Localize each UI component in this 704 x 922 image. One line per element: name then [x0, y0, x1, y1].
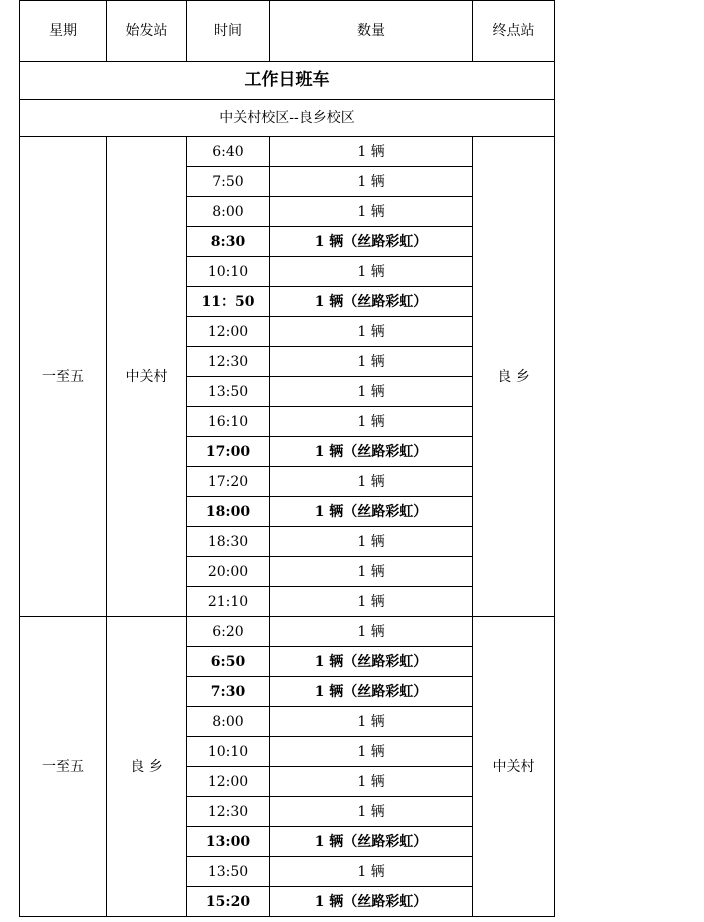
- time-cell: 6:40: [187, 137, 270, 167]
- quantity-cell: 1 辆: [270, 707, 473, 737]
- header-row: [20, 1, 555, 62]
- time-cell: 10:10: [187, 257, 270, 287]
- quantity-cell: 1 辆: [270, 857, 473, 887]
- time-cell: 18:00: [187, 497, 270, 527]
- quantity-cell: 1 辆（丝路彩虹）: [270, 497, 473, 527]
- quantity-cell: 1 辆（丝路彩虹）: [270, 827, 473, 857]
- time-cell: 17:20: [187, 467, 270, 497]
- origin-cell: 良 乡: [107, 617, 187, 917]
- quantity-cell: 1 辆（丝路彩虹）: [270, 677, 473, 707]
- quantity-cell: 1 辆: [270, 317, 473, 347]
- table-row: [20, 617, 555, 647]
- quantity-cell: 1 辆（丝路彩虹）: [270, 647, 473, 677]
- quantity-cell: 1 辆: [270, 197, 473, 227]
- header-time: 时间: [187, 1, 270, 62]
- quantity-cell: 1 辆: [270, 557, 473, 587]
- time-cell: 12:00: [187, 317, 270, 347]
- route-label: 中关村校区--良乡校区: [20, 100, 555, 137]
- quantity-cell: 1 辆: [270, 587, 473, 617]
- time-cell: 12:00: [187, 767, 270, 797]
- time-cell: 12:30: [187, 797, 270, 827]
- time-cell: 13:50: [187, 857, 270, 887]
- time-cell: 8:30: [187, 227, 270, 257]
- time-cell: 12:30: [187, 347, 270, 377]
- quantity-cell: 1 辆: [270, 467, 473, 497]
- header-origin: 始发站: [107, 1, 187, 62]
- origin-cell: 中关村: [107, 137, 187, 617]
- time-cell: 10:10: [187, 737, 270, 767]
- table-row: [20, 137, 555, 167]
- route-row: [20, 100, 555, 137]
- time-cell: 15:20: [187, 887, 270, 917]
- quantity-cell: 1 辆: [270, 767, 473, 797]
- time-cell: 6:20: [187, 617, 270, 647]
- time-cell: 6:50: [187, 647, 270, 677]
- quantity-cell: 1 辆: [270, 617, 473, 647]
- time-cell: 13:00: [187, 827, 270, 857]
- time-cell: 7:30: [187, 677, 270, 707]
- section-title-row: [20, 62, 555, 100]
- destination-cell: 中关村: [473, 617, 555, 917]
- time-cell: 8:00: [187, 197, 270, 227]
- quantity-cell: 1 辆（丝路彩虹）: [270, 287, 473, 317]
- quantity-cell: 1 辆: [270, 737, 473, 767]
- quantity-cell: 1 辆: [270, 527, 473, 557]
- time-cell: 18:30: [187, 527, 270, 557]
- weekday-cell: 一至五: [20, 617, 107, 917]
- header-quantity: 数量: [270, 1, 473, 62]
- quantity-cell: 1 辆（丝路彩虹）: [270, 227, 473, 257]
- quantity-cell: 1 辆: [270, 407, 473, 437]
- weekday-cell: 一至五: [20, 137, 107, 617]
- time-cell: 17:00: [187, 437, 270, 467]
- time-cell: 16:10: [187, 407, 270, 437]
- quantity-cell: 1 辆: [270, 377, 473, 407]
- time-cell: 21:10: [187, 587, 270, 617]
- quantity-cell: 1 辆: [270, 137, 473, 167]
- time-cell: 8:00: [187, 707, 270, 737]
- quantity-cell: 1 辆: [270, 167, 473, 197]
- quantity-cell: 1 辆: [270, 797, 473, 827]
- bus-schedule-table: [19, 0, 555, 917]
- quantity-cell: 1 辆: [270, 257, 473, 287]
- quantity-cell: 1 辆（丝路彩虹）: [270, 887, 473, 917]
- section-title: 工作日班车: [20, 62, 555, 100]
- quantity-cell: 1 辆: [270, 347, 473, 377]
- time-cell: 11：50: [187, 287, 270, 317]
- time-cell: 20:00: [187, 557, 270, 587]
- time-cell: 7:50: [187, 167, 270, 197]
- quantity-cell: 1 辆（丝路彩虹）: [270, 437, 473, 467]
- header-weekday: 星期: [20, 1, 107, 62]
- destination-cell: 良 乡: [473, 137, 555, 617]
- header-destination: 终点站: [473, 1, 555, 62]
- time-cell: 13:50: [187, 377, 270, 407]
